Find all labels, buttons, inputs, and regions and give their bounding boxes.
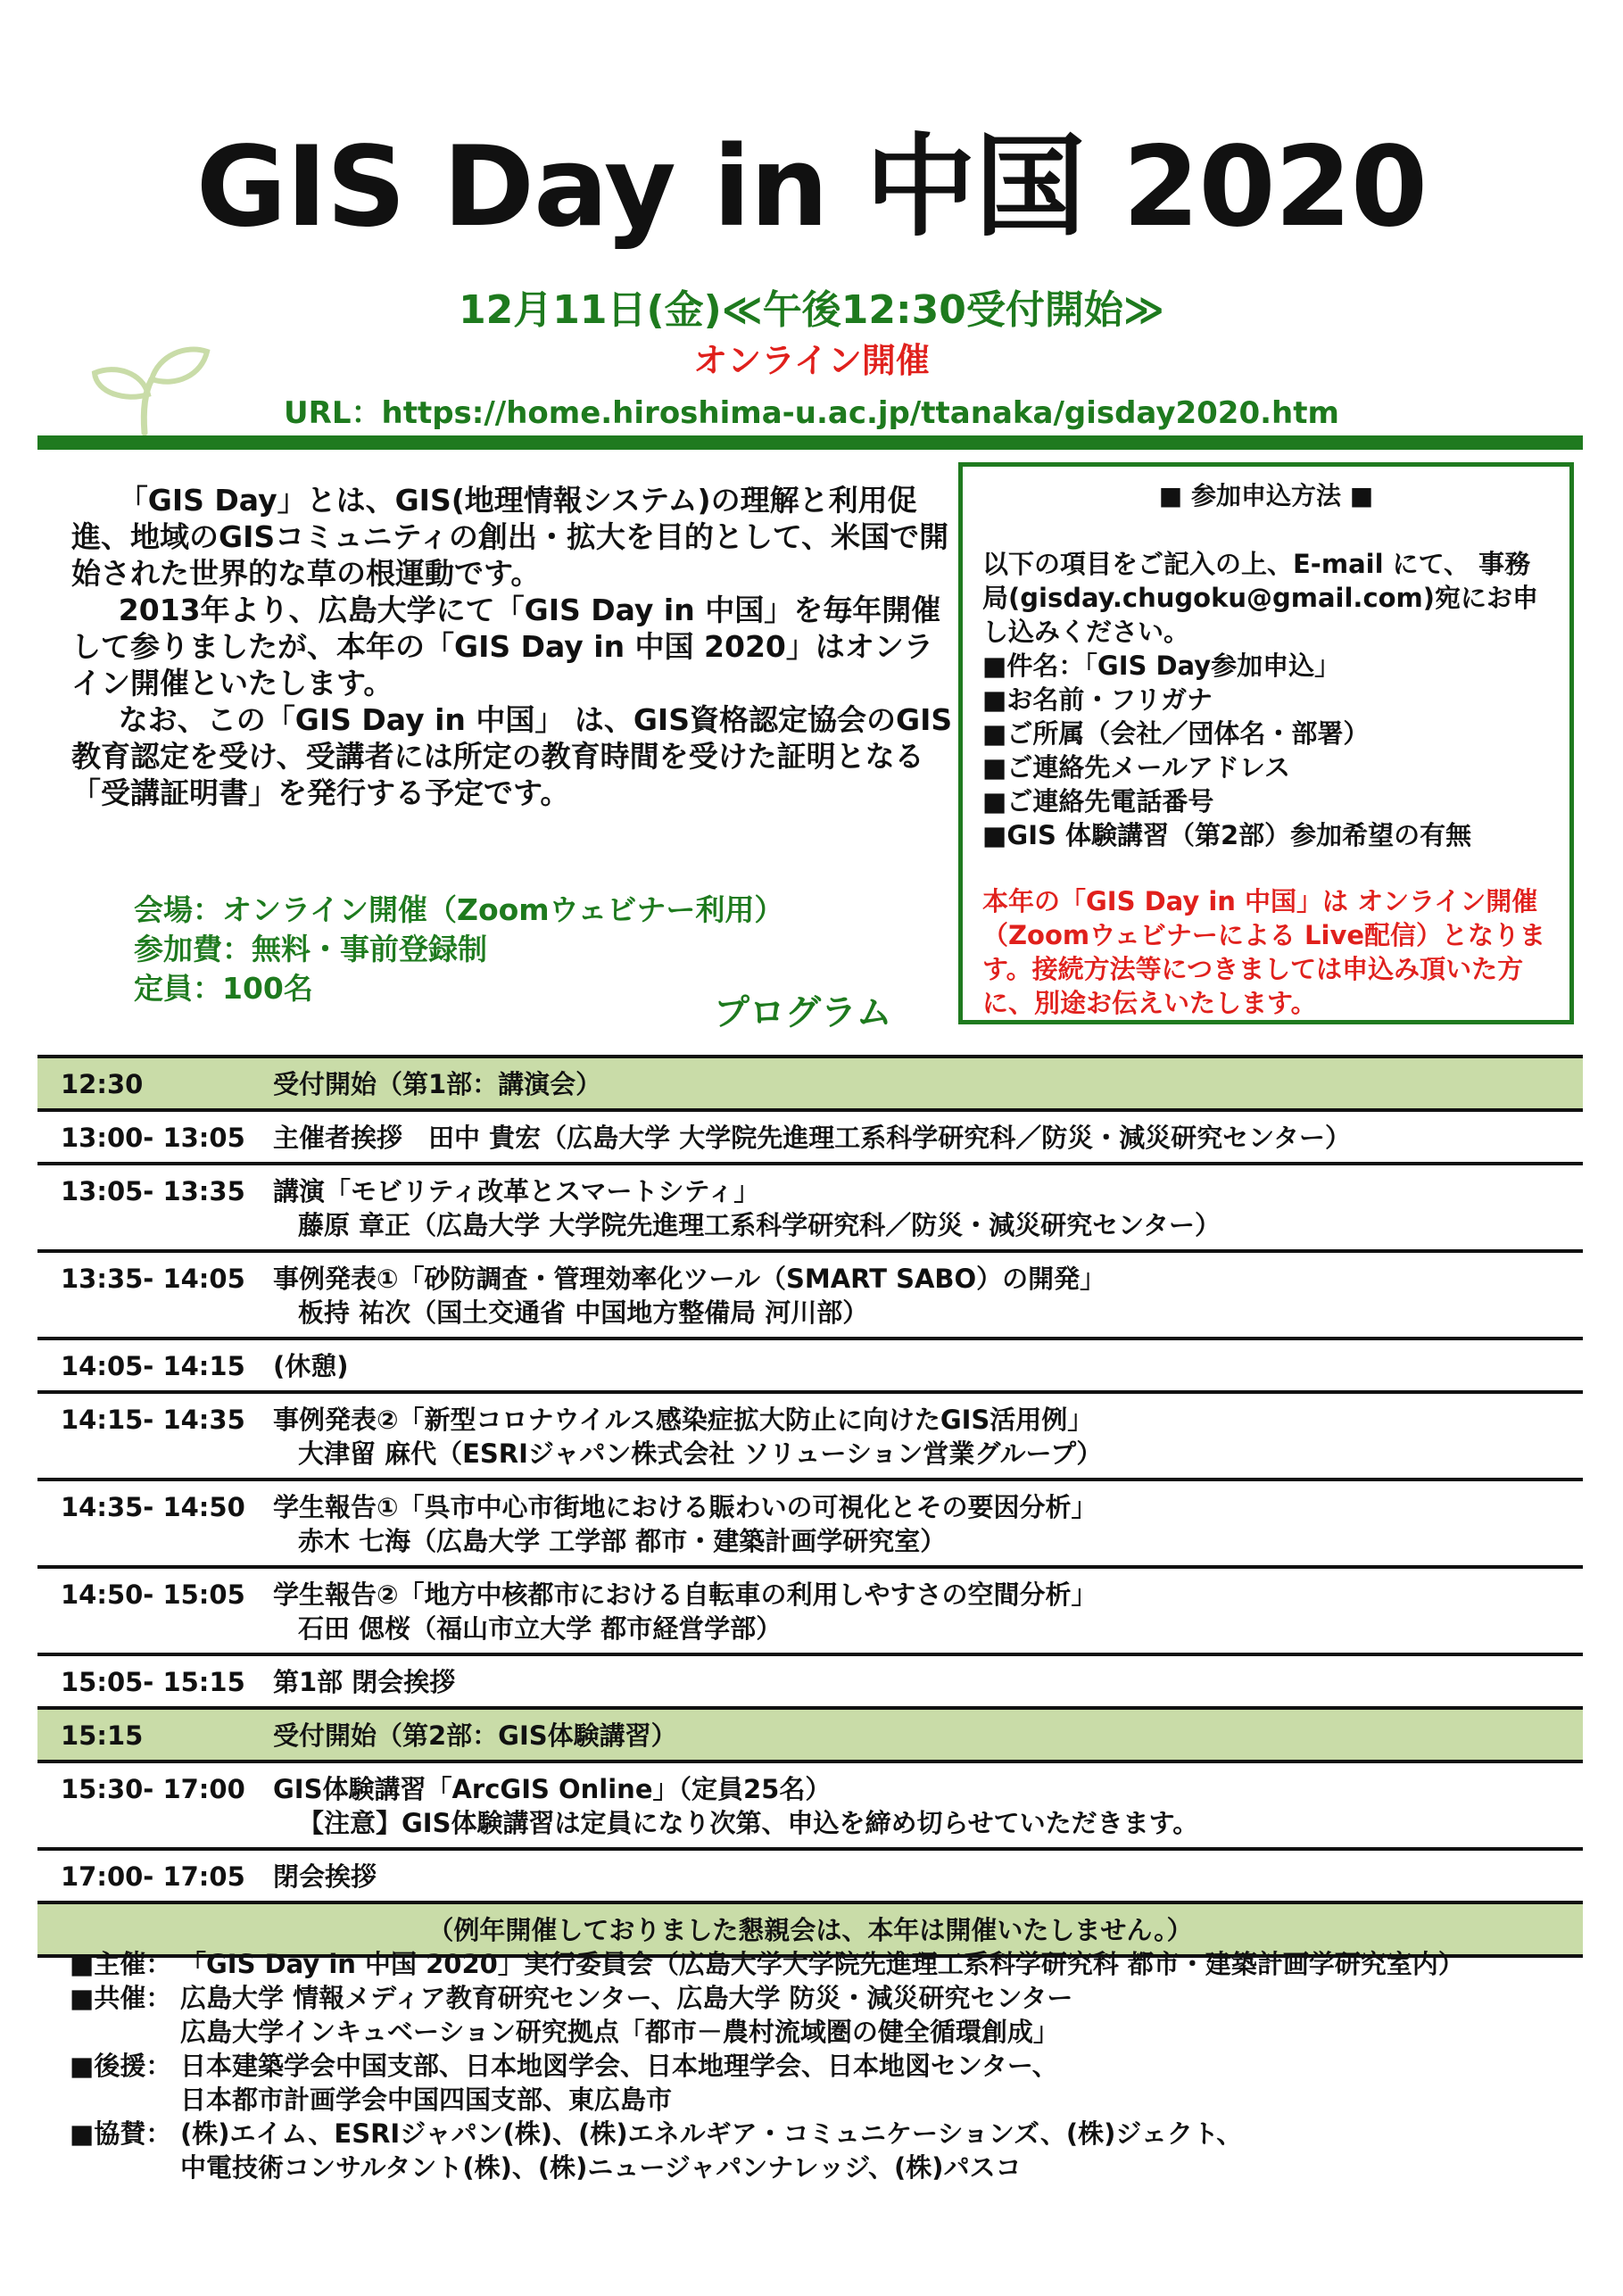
application-item: ■GIS 体験講習（第2部）参加希望の有無: [982, 820, 1472, 850]
intro-paragraph-3: なお、この「GIS Day in 中国」 は、GIS資格認定協会のGIS教育認定を受け、受講者には所定の教育時間を受けた証明となる「受講証明書」を発行する予定です。: [71, 702, 953, 810]
schedule-speaker: 板持 祐次（国土交通省 中国地方整備局 河川部）: [298, 1297, 869, 1328]
application-item: ■ご所属（会社／団体名・部署）: [982, 718, 1370, 749]
schedule-item: 受付開始（第1部：講演会）: [273, 1069, 602, 1099]
intro-paragraph-1: 「GIS Day」とは、GIS(地理情報システム)の理解と利用促進、地域のGISコミュニティの創出・拡大を目的として、米国で開始された世界的な草の根運動です。: [71, 483, 949, 591]
page-title: GIS Day in 中国 2020: [195, 123, 1428, 252]
schedule-time: 13:35- 14:05: [61, 1264, 245, 1294]
schedule-row: [37, 1253, 1583, 1340]
schedule-time: 13:00- 13:05: [61, 1123, 245, 1153]
schedule-row: [37, 1763, 1583, 1851]
sponsor-label: ■主催：: [70, 1949, 172, 1979]
schedule-notice: （例年開催しておりました懇親会は、本年は開催いたしません。）: [427, 1915, 1193, 1945]
sponsor-organizer: [70, 1947, 1586, 1981]
sponsor-line: 日本都市計画学会中国四国支部、東広島市: [180, 2085, 673, 2115]
sponsor-label: ■後援：: [70, 2051, 172, 2081]
schedule-time: 17:00- 17:05: [61, 1861, 245, 1892]
application-title: ■ 参加申込方法 ■: [1158, 481, 1374, 510]
sponsor-cohost: [70, 1981, 1586, 2049]
sponsor-support: [70, 2049, 1586, 2117]
schedule-time: 14:50- 15:05: [61, 1579, 245, 1610]
intro-paragraph-2: 2013年より、広島大学にて「GIS Day in 中国」を毎年開催して参りましたが、本年の「GIS Day in 中国 2020」はオンライン開催といたします。: [71, 593, 941, 700]
sponsors-block: [70, 1947, 1586, 2184]
schedule-row: [37, 1481, 1583, 1569]
schedule-note: 【注意】GIS体験講習は定員になり次第、申込を締め切らせていただきます。: [298, 1808, 1199, 1838]
schedule-time: 15:15: [61, 1720, 144, 1751]
intro-text: [71, 482, 955, 811]
schedule-speaker: 石田 偲桜（福山市立大学 都市経営学部）: [298, 1613, 783, 1644]
schedule-item: 事例発表②「新型コロナウイルス感染症拡大防止に向けたGIS活用例」: [273, 1405, 1094, 1435]
schedule-row: [37, 1055, 1583, 1112]
application-item: ■ご連絡先電話番号: [982, 786, 1214, 816]
schedule-row: [37, 1112, 1583, 1165]
sponsor-line: (株)エイム、ESRIジャパン(株)、(株)エネルギア・コミュニケーションズ、(株)ジェクト、: [180, 2118, 1243, 2149]
event-url[interactable]: URL：https://home.hiroshima-u.ac.jp/ttanaka/gisday2020.htm: [284, 395, 1339, 431]
sponsor-line: 「GIS Day in 中国 2020」実行委員会（広島大学大学院先進理工系科学研究科 都市・建築計画学研究室内）: [180, 1949, 1464, 1979]
sponsor-label: ■共催：: [70, 1983, 172, 2013]
application-box: [958, 462, 1574, 1024]
schedule-item: 主催者挨拶 田中 貴宏（広島大学 大学院先進理工系科学研究科／防災・減災研究センター）: [273, 1123, 1352, 1153]
schedule-time: 14:35- 14:50: [61, 1492, 245, 1522]
schedule-speaker: 赤木 七海（広島大学 工学部 都市・建築計画学研究室）: [298, 1526, 947, 1556]
sponsor-sponsorship: [70, 2117, 1586, 2184]
sponsor-line: 中電技術コンサルタント(株)、(株)ニュージャパンナレッジ、(株)パスコ: [180, 2152, 1022, 2183]
schedule-time: 14:05- 14:15: [61, 1351, 245, 1381]
program-schedule: [37, 1055, 1583, 1958]
schedule-row: [37, 1656, 1583, 1710]
schedule-time: 15:05- 15:15: [61, 1667, 245, 1697]
sponsor-line: 日本建築学会中国支部、日本地図学会、日本地理学会、日本地図センター、: [180, 2051, 1058, 2081]
schedule-row: [37, 1340, 1583, 1394]
schedule-row: [37, 1394, 1583, 1481]
event-date: 12月11日(金)≪午後12:30受付開始≫: [459, 287, 1164, 333]
schedule-row: [37, 1569, 1583, 1656]
schedule-time: 15:30- 17:00: [61, 1774, 245, 1804]
application-item: ■ご連絡先メールアドレス: [982, 752, 1290, 783]
schedule-time: 14:15- 14:35: [61, 1405, 245, 1435]
schedule-item: GIS体験講習「ArcGIS Online」（定員25名）: [273, 1774, 832, 1804]
schedule-item: 第1部 閉会挨拶: [273, 1667, 456, 1697]
schedule-item: 事例発表①「砂防調査・管理効率化ツール（SMART SABO）の開発」: [273, 1264, 1106, 1294]
application-items: [982, 649, 1550, 852]
schedule-row: [37, 1165, 1583, 1253]
application-item: ■お名前・フリガナ: [982, 684, 1213, 715]
header-divider: [37, 435, 1583, 450]
schedule-item: 学生報告①「呉市中心市街地における賑わいの可視化とその要因分析」: [273, 1492, 1097, 1522]
venue-fee: 参加費：無料・事前登録制: [134, 932, 487, 966]
schedule-row: [37, 1851, 1583, 1904]
venue-capacity: 定員：100名: [134, 971, 313, 1006]
schedule-item: 受付開始（第2部：GIS体験講習）: [273, 1720, 677, 1751]
sponsor-line: 広島大学インキュベーション研究拠点「都市－農村流域圏の健全循環創成」: [180, 2017, 1059, 2047]
sponsor-line: 広島大学 情報メディア教育研究センター、広島大学 防災・減災研究センター: [180, 1983, 1073, 2013]
application-note: 本年の「GIS Day in 中国」は オンライン開催（Zoomウェビナーによる Live配信）となります。接続方法等につきましては申込み頂いた方に、別途お伝えいたします。: [982, 886, 1546, 1018]
application-item: ■件名：「GIS Day参加申込」: [982, 651, 1341, 681]
schedule-time: 12:30: [61, 1069, 144, 1099]
application-intro: 以下の項目をご記入の上、E-mail にて、 事務局(gisday.chugoku@gmail.com)宛にお申し込みください。: [982, 549, 1539, 647]
venue-place: 会場：オンライン開催（Zoomウェビナー利用）: [134, 892, 784, 927]
schedule-speaker: 藤原 章正（広島大学 大学院先進理工系科学研究科／防災・減災研究センター）: [298, 1210, 1221, 1240]
online-label: オンライン開催: [693, 341, 930, 380]
schedule-item: 閉会挨拶: [273, 1861, 377, 1892]
schedule-speaker: 大津留 麻代（ESRIジャパン株式会社 ソリューション営業グループ）: [298, 1438, 1103, 1469]
schedule-time: 13:05- 13:35: [61, 1176, 245, 1206]
sponsor-label: ■協賛：: [70, 2118, 172, 2149]
schedule-item: 学生報告②「地方中核都市における自転車の利用しやすさの空間分析」: [273, 1579, 1097, 1610]
program-heading: プログラム: [714, 992, 892, 1033]
schedule-item: 講演「モビリティ改革とスマートシティ」: [273, 1176, 760, 1206]
schedule-row: [37, 1710, 1583, 1763]
schedule-item: (休憩): [273, 1351, 349, 1381]
